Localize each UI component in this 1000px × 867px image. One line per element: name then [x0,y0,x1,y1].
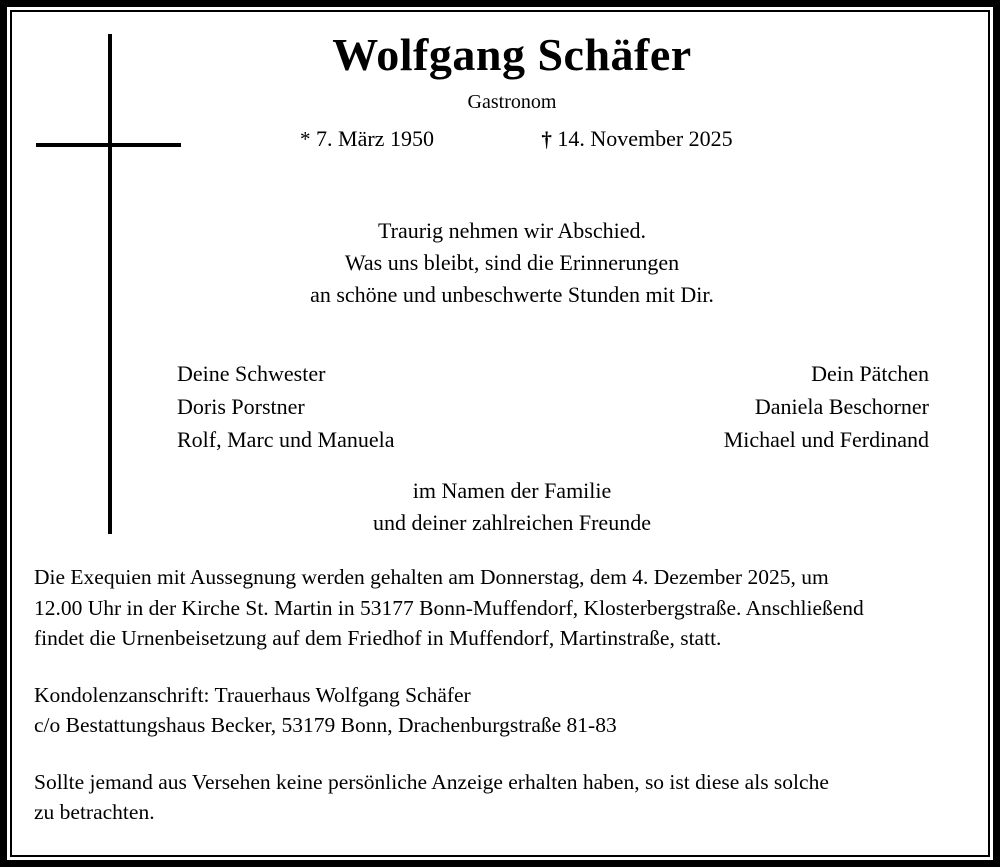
verse-line-2: Was uns bleibt, sind die Erinnerungen [344,249,680,275]
funeral-details-paragraph [34,562,972,654]
condolence-address-paragraph [34,680,972,741]
verse-line-1: Traurig nehmen wir Abschied. [377,218,647,243]
verse-line-3: an schöne und unbeschwerte Stunden mit Dir. [310,281,714,307]
notice-line-1: Sollte jemand aus Versehen keine persönliche Anzeige erhalten haben, so ist diese als solche [34,769,829,794]
general-notice-paragraph [34,767,972,828]
born-star-icon: * [300,126,311,151]
life-dates [192,126,832,152]
funeral-line-3: findet die Urnenbeisetzung auf dem Friedhof in Muffendorf, Martinstraße, statt. [34,626,722,651]
died-dagger-icon: † [541,126,552,151]
family-left-line-1: Deine Schwester [177,361,326,386]
header-block [192,30,832,152]
family-column-left [177,357,395,456]
deceased-name: Wolfgang Schäfer [332,29,692,80]
family-left-line-2: Doris Porstner [177,394,305,419]
memorial-verse [192,215,832,311]
profession-label: Gastronom [467,90,557,113]
funeral-line-2: 12.00 Uhr in der Kirche St. Martin in 53177 Bonn-Muffendorf, Klosterbergstraße. Anschließend [34,595,864,620]
family-right-line-3: Michael und Ferdinand [723,427,929,452]
family-right-line-2: Daniela Beschorner [754,394,929,419]
funeral-line-1: Die Exequien mit Aussegnung werden gehalten am Donnerstag, dem 4. Dezember 2025, um [34,565,829,589]
birth-date: 7. März 1950 [316,125,434,151]
family-left-line-3: Rolf, Marc und Manuela [177,427,395,452]
details-block [34,562,972,828]
cross-vertical-bar [108,34,112,534]
family-closing-line-1: im Namen der Familie [412,478,612,503]
cross-horizontal-bar [36,143,181,147]
notice-canvas [12,12,988,855]
death-date: 14. November 2025 [557,125,733,151]
family-closing-line-2: und deiner zahlreichen Freunde [373,509,651,535]
family-names [177,357,929,456]
condolence-line-2: c/o Bestattungshaus Becker, 53179 Bonn, Drachenburgstraße 81-83 [34,713,617,738]
condolence-line-1: Kondolenzanschrift: Trauerhaus Wolfgang Schäfer [34,682,471,707]
family-column-right [724,357,929,456]
family-right-line-1: Dein Pätchen [811,361,929,386]
family-closing-block [192,475,832,539]
birth-date-group [242,126,492,152]
death-date-group [492,126,782,152]
notice-line-2: zu betrachten. [34,800,155,825]
